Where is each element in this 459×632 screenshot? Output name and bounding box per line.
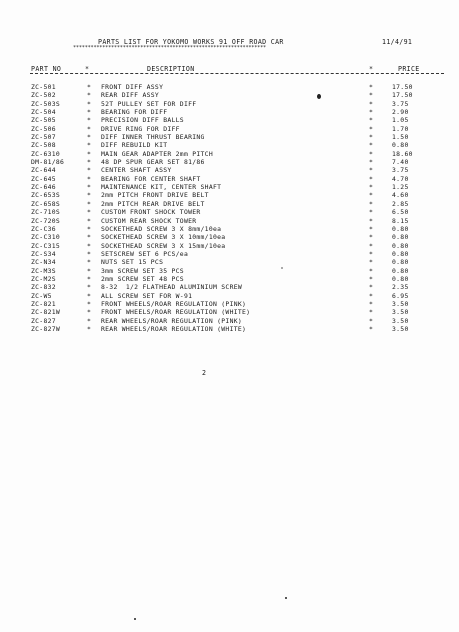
column-separator: * xyxy=(369,324,374,333)
price-cell: 0.80 xyxy=(392,249,409,258)
table-row xyxy=(0,183,459,191)
description-cell: CUSTOM REAR SHOCK TOWER xyxy=(101,216,197,225)
column-separator: * xyxy=(369,274,374,283)
asterisk-rule: ****************************************************************** xyxy=(73,45,266,51)
column-separator: * xyxy=(369,91,374,100)
part-number-cell: ZC-505 xyxy=(31,116,56,125)
header-divider xyxy=(30,73,444,74)
table-row xyxy=(0,225,459,233)
price-cell: 0.80 xyxy=(392,266,409,275)
price-cell: 4.70 xyxy=(392,174,409,183)
column-separator: * xyxy=(369,233,374,242)
table-row xyxy=(0,200,459,208)
column-separator: * xyxy=(87,233,92,242)
price-cell: 0.80 xyxy=(392,141,409,150)
column-header-part-no: PART NO xyxy=(31,65,62,73)
part-number-cell: ZC-821 xyxy=(31,299,56,308)
part-number-cell: ZC-832 xyxy=(31,283,56,292)
description-cell: FRONT WHEELS/ROAR REGULATION (WHITE) xyxy=(101,308,251,317)
column-separator: * xyxy=(369,208,374,217)
price-cell: 3.75 xyxy=(392,99,409,108)
part-number-cell: ZC-C36 xyxy=(31,224,56,233)
table-row xyxy=(0,150,459,158)
column-separator: * xyxy=(87,99,92,108)
column-separator: * xyxy=(369,158,374,167)
description-cell: BEARING FOR CENTER SHAFT xyxy=(101,174,201,183)
column-separator: * xyxy=(369,108,374,117)
column-separator: * xyxy=(85,65,90,73)
price-cell: 4.60 xyxy=(392,191,409,200)
column-separator: * xyxy=(369,283,374,292)
table-row xyxy=(0,158,459,166)
column-separator: * xyxy=(369,124,374,133)
document-title: PARTS LIST FOR YOKOMO WORKS 91 OFF ROAD CAR xyxy=(98,38,284,46)
column-separator: * xyxy=(369,249,374,258)
description-cell: REAR DIFF ASSY xyxy=(101,91,160,100)
column-separator: * xyxy=(87,166,92,175)
table-row xyxy=(0,275,459,283)
price-cell: 17.50 xyxy=(392,83,413,91)
price-cell: 0.80 xyxy=(392,241,409,250)
table-row xyxy=(0,191,459,199)
table-row xyxy=(0,116,459,124)
column-separator: * xyxy=(87,158,92,167)
price-cell: 1.05 xyxy=(392,116,409,125)
description-cell: 2mm SCREW SET 48 PCS xyxy=(101,274,184,283)
column-separator: * xyxy=(369,216,374,225)
part-number-cell: ZC-M2S xyxy=(31,274,56,283)
column-separator: * xyxy=(87,316,92,325)
column-separator: * xyxy=(87,224,92,233)
column-separator: * xyxy=(87,249,92,258)
description-cell: 52T PULLEY SET FOR DIFF xyxy=(101,99,197,108)
scan-speck xyxy=(317,94,321,99)
part-number-cell: ZC-501 xyxy=(31,83,56,91)
price-cell: 3.50 xyxy=(392,324,409,333)
column-separator: * xyxy=(369,141,374,150)
part-number-cell: ZC-827W xyxy=(31,324,61,333)
price-cell: 3.50 xyxy=(392,299,409,308)
table-row xyxy=(0,317,459,325)
column-separator: * xyxy=(369,149,374,158)
part-number-cell: ZC-710S xyxy=(31,208,61,217)
price-cell: 1.50 xyxy=(392,133,409,142)
price-cell: 7.40 xyxy=(392,158,409,167)
column-separator: * xyxy=(87,108,92,117)
column-separator: * xyxy=(369,224,374,233)
table-row xyxy=(0,133,459,141)
column-separator: * xyxy=(369,174,374,183)
price-cell: 2.85 xyxy=(392,199,409,208)
column-separator: * xyxy=(369,316,374,325)
part-number-cell: ZC-821W xyxy=(31,308,61,317)
column-header-price: PRICE xyxy=(398,65,420,73)
column-separator: * xyxy=(87,266,92,275)
column-separator: * xyxy=(87,183,92,192)
price-cell: 2.35 xyxy=(392,283,409,292)
column-separator: * xyxy=(87,299,92,308)
price-cell: 3.50 xyxy=(392,316,409,325)
table-row xyxy=(0,283,459,291)
column-separator: * xyxy=(87,216,92,225)
description-cell: MAINTENANCE KIT, CENTER SHAFT xyxy=(101,183,222,192)
price-cell: 0.80 xyxy=(392,274,409,283)
description-cell: 8-32 1/2 FLATHEAD ALUMINIUM SCREW xyxy=(101,283,243,292)
scan-speck xyxy=(285,597,287,599)
column-separator: * xyxy=(87,283,92,292)
table-row xyxy=(0,242,459,250)
description-cell: 2mm PITCH FRONT DRIVE BELT xyxy=(101,191,209,200)
part-number-cell: ZC-644 xyxy=(31,166,56,175)
table-row xyxy=(0,175,459,183)
price-cell: 0.80 xyxy=(392,224,409,233)
part-number-cell: ZC-646 xyxy=(31,183,56,192)
description-cell: SETSCREW SET 6 PCS/ea xyxy=(101,249,189,258)
column-separator: * xyxy=(87,174,92,183)
price-cell: 6.95 xyxy=(392,291,409,300)
table-row xyxy=(0,258,459,266)
page-number: 2 xyxy=(202,369,206,377)
column-separator: * xyxy=(87,324,92,333)
part-number-cell: ZC-653S xyxy=(31,191,61,200)
part-number-cell: ZC-M3S xyxy=(31,266,56,275)
part-number-cell: ZC-502 xyxy=(31,91,56,100)
column-separator: * xyxy=(87,291,92,300)
part-number-cell: ZC-720S xyxy=(31,216,61,225)
table-row xyxy=(0,233,459,241)
part-number-cell: ZC-504 xyxy=(31,108,56,117)
column-separator: * xyxy=(87,258,92,267)
column-separator: * xyxy=(87,274,92,283)
price-cell: 0.80 xyxy=(392,233,409,242)
price-cell: 0.80 xyxy=(392,258,409,267)
description-cell: CUSTOM FRONT SHOCK TOWER xyxy=(101,208,201,217)
part-number-cell: ZC-C315 xyxy=(31,241,61,250)
table-row xyxy=(0,292,459,300)
table-row xyxy=(0,125,459,133)
scan-speck xyxy=(281,267,283,269)
column-separator: * xyxy=(87,83,92,91)
column-separator: * xyxy=(369,191,374,200)
table-row xyxy=(0,83,459,91)
description-cell: CENTER SHAFT ASSY xyxy=(101,166,172,175)
description-cell: BEARING FOR DIFF xyxy=(101,108,168,117)
description-cell: DRIVE RING FOR DIFF xyxy=(101,124,180,133)
column-separator: * xyxy=(369,116,374,125)
description-cell: FRONT WHEELS/ROAR REGULATION (PINK) xyxy=(101,299,247,308)
column-separator: * xyxy=(369,166,374,175)
price-cell: 2.90 xyxy=(392,108,409,117)
price-cell: 3.75 xyxy=(392,166,409,175)
description-cell: DIFF INNER THRUST BEARING xyxy=(101,133,205,142)
column-separator: * xyxy=(369,241,374,250)
table-row xyxy=(0,325,459,333)
table-row xyxy=(0,166,459,174)
column-separator: * xyxy=(87,241,92,250)
column-separator: * xyxy=(87,116,92,125)
part-number-cell: ZC-645 xyxy=(31,174,56,183)
part-number-cell: ZC-S34 xyxy=(31,249,56,258)
price-cell: 3.50 xyxy=(392,308,409,317)
column-separator: * xyxy=(369,183,374,192)
description-cell: MAIN GEAR ADAPTER 2mm PITCH xyxy=(101,149,213,158)
price-cell: 18.60 xyxy=(392,149,413,158)
column-separator: * xyxy=(369,199,374,208)
column-separator: * xyxy=(369,133,374,142)
column-separator: * xyxy=(369,65,374,73)
description-cell: DIFF REBUILD KIT xyxy=(101,141,168,150)
table-row xyxy=(0,108,459,116)
column-separator: * xyxy=(87,191,92,200)
description-cell: SOCKETHEAD SCREW 3 X 8mm/10ea xyxy=(101,224,222,233)
column-separator: * xyxy=(369,83,374,91)
column-separator: * xyxy=(87,124,92,133)
column-separator: * xyxy=(87,208,92,217)
column-separator: * xyxy=(87,199,92,208)
table-row xyxy=(0,250,459,258)
description-cell: SOCKETHEAD SCREW 3 X 10mm/10ea xyxy=(101,233,226,242)
column-separator: * xyxy=(369,258,374,267)
table-row xyxy=(0,141,459,149)
part-number-cell: ZC-508 xyxy=(31,141,56,150)
description-cell: REAR WHEELS/ROAR REGULATION (WHITE) xyxy=(101,324,247,333)
description-cell: 3mm SCREW SET 35 PCS xyxy=(101,266,184,275)
description-cell: NUTS SET 15 PCS xyxy=(101,258,164,267)
table-row xyxy=(0,217,459,225)
column-separator: * xyxy=(369,266,374,275)
price-cell: 17.50 xyxy=(392,91,413,100)
parts-table xyxy=(0,83,459,333)
column-separator: * xyxy=(87,133,92,142)
description-cell: SOCKETHEAD SCREW 3 X 15mm/10ea xyxy=(101,241,226,250)
column-separator: * xyxy=(369,308,374,317)
table-row xyxy=(0,208,459,216)
column-header-description: DESCRIPTION xyxy=(147,65,195,73)
column-separator: * xyxy=(87,141,92,150)
column-separator: * xyxy=(369,99,374,108)
price-cell: 1.25 xyxy=(392,183,409,192)
description-cell: ALL SCREW SET FOR W-91 xyxy=(101,291,193,300)
part-number-cell: ZC-N34 xyxy=(31,258,56,267)
column-separator: * xyxy=(87,308,92,317)
description-cell: 2mm PITCH REAR DRIVE BELT xyxy=(101,199,205,208)
column-separator: * xyxy=(369,291,374,300)
part-number-cell: ZC-658S xyxy=(31,199,61,208)
document-date: 11/4/91 xyxy=(382,38,413,46)
description-cell: FRONT DIFF ASSY xyxy=(101,83,164,91)
part-number-cell: ZC-6310 xyxy=(31,149,61,158)
table-row xyxy=(0,300,459,308)
table-row xyxy=(0,267,459,275)
part-number-cell: ZC-C310 xyxy=(31,233,61,242)
part-number-cell: ZC-506 xyxy=(31,124,56,133)
column-separator: * xyxy=(87,91,92,100)
price-cell: 8.15 xyxy=(392,216,409,225)
table-row xyxy=(0,308,459,316)
price-cell: 6.50 xyxy=(392,208,409,217)
scan-speck xyxy=(134,618,136,620)
column-separator: * xyxy=(369,299,374,308)
price-cell: 1.70 xyxy=(392,124,409,133)
description-cell: PRECISION DIFF BALLS xyxy=(101,116,184,125)
description-cell: 48 DP SPUR GEAR SET 81/86 xyxy=(101,158,205,167)
part-number-cell: ZC-827 xyxy=(31,316,56,325)
table-row xyxy=(0,100,459,108)
part-number-cell: DM-81/86 xyxy=(31,158,65,167)
part-number-cell: ZC-W5 xyxy=(31,291,52,300)
part-number-cell: ZC-503S xyxy=(31,99,61,108)
table-row xyxy=(0,91,459,99)
part-number-cell: ZC-507 xyxy=(31,133,56,142)
description-cell: REAR WHEELS/ROAR REGULATION (PINK) xyxy=(101,316,243,325)
column-separator: * xyxy=(87,149,92,158)
